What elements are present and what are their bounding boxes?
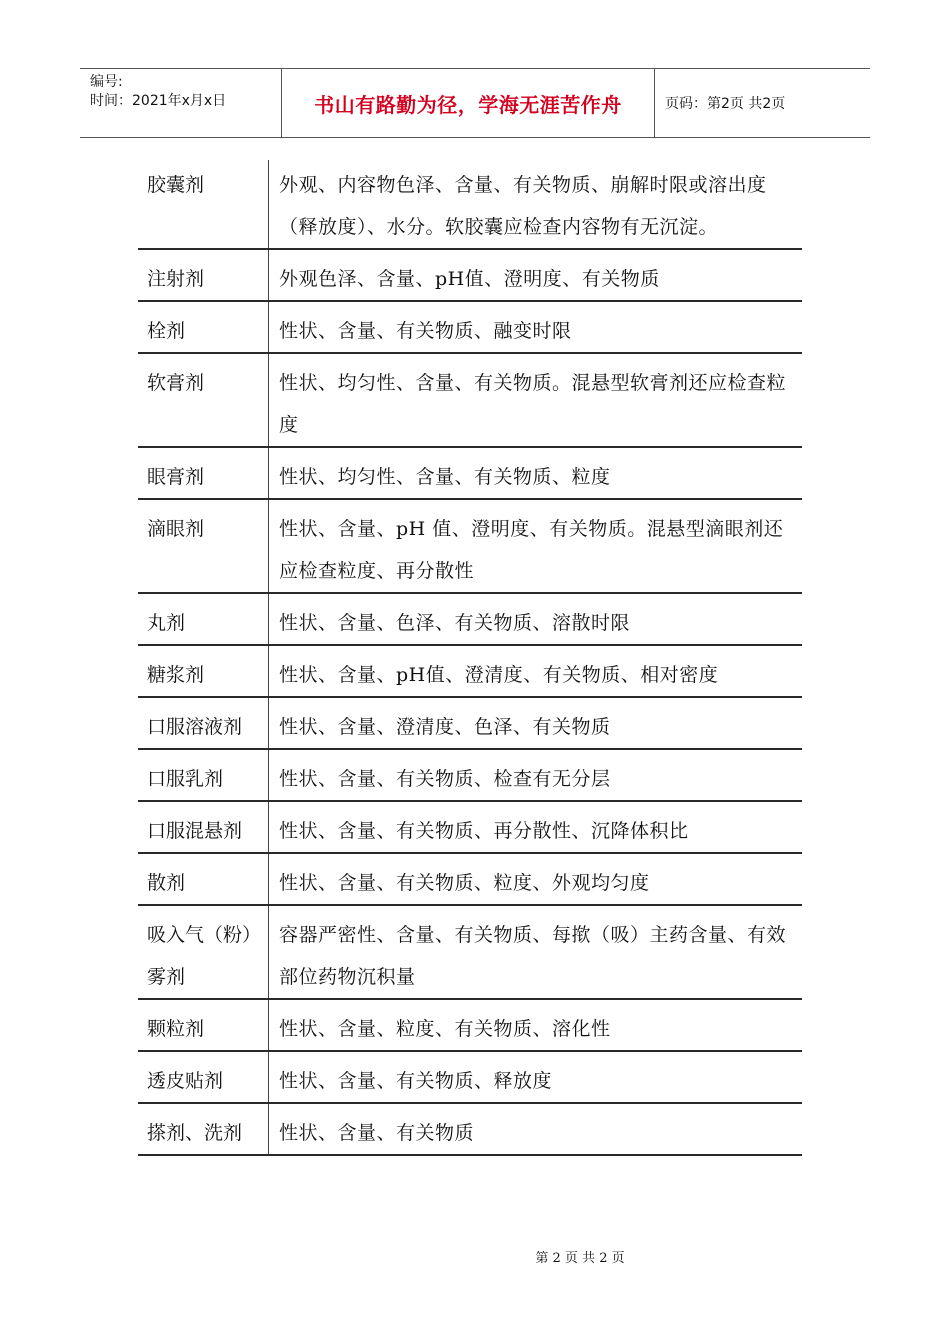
inspection-items: 性状、均匀性、含量、有关物质、粒度 (279, 466, 611, 488)
inspection-items: 外观色泽、含量、pH值、澄明度、有关物质 (279, 268, 660, 290)
inspection-items: 外观、内容物色泽、含量、有关物质、崩解时限或溶出度（释放度）、水分。软胶囊应检查内容物有无沉淀。 (279, 174, 767, 238)
table-row (138, 354, 802, 448)
table-row (138, 802, 802, 854)
dosage-form-name: 口服乳剂 (138, 750, 269, 800)
inspection-items: 性状、含量、有关物质、检查有无分层 (279, 768, 611, 790)
inspection-items: 容器严密性、含量、有关物质、每揿（吸）主药含量、有效部位药物沉积量 (279, 924, 787, 988)
dosage-form-name: 眼膏剂 (138, 448, 269, 498)
inspection-items: 性状、含量、有关物质、释放度 (279, 1070, 553, 1092)
inspection-items-table (138, 160, 802, 1156)
table-row (138, 750, 802, 802)
dosage-form-name: 注射剂 (138, 250, 269, 300)
inspection-items: 性状、均匀性、含量、有关物质。混悬型软膏剂还应检查粒度 (279, 372, 787, 436)
table-row (138, 906, 802, 1000)
header-motto-cell (282, 69, 655, 137)
dosage-form-name: 透皮贴剂 (138, 1052, 269, 1102)
inspection-items: 性状、含量、有关物质 (279, 1122, 475, 1144)
dosage-form-name: 滴眼剂 (138, 500, 269, 592)
table-row (138, 646, 802, 698)
inspection-items: 性状、含量、粒度、有关物质、溶化性 (279, 1018, 611, 1040)
header-meta (80, 69, 282, 137)
table-row (138, 1104, 802, 1156)
document-number-label: 编号: (90, 74, 123, 90)
dosage-form-name: 口服混悬剂 (138, 802, 269, 852)
dosage-form-name: 吸入气（粉）雾剂 (138, 906, 269, 998)
dosage-form-name: 糖浆剂 (138, 646, 269, 696)
dosage-form-name: 栓剂 (138, 302, 269, 352)
header-page-info: 页码：第2页 共2页 (665, 96, 786, 112)
inspection-items: 性状、含量、色泽、有关物质、溶散时限 (279, 612, 631, 634)
table-row (138, 1000, 802, 1052)
table-row (138, 854, 802, 906)
inspection-items: 性状、含量、有关物质、再分散性、沉降体积比 (279, 820, 689, 842)
page-header (80, 68, 870, 138)
dosage-form-name: 颗粒剂 (138, 1000, 269, 1050)
inspection-items: 性状、含量、有关物质、粒度、外观均匀度 (279, 872, 650, 894)
dosage-form-name: 胶囊剂 (138, 160, 269, 248)
dosage-form-name: 搽剂、洗剂 (138, 1104, 269, 1154)
dosage-form-name: 丸剂 (138, 594, 269, 644)
dosage-form-name: 口服溶液剂 (138, 698, 269, 748)
dosage-form-name: 散剂 (138, 854, 269, 904)
inspection-items: 性状、含量、pH 值、澄明度、有关物质。混悬型滴眼剂还应检查粒度、再分散性 (279, 518, 784, 582)
page-footer (0, 1247, 950, 1266)
table-row (138, 302, 802, 354)
table-row (138, 250, 802, 302)
inspection-items: 性状、含量、有关物质、融变时限 (279, 320, 572, 342)
table-row (138, 448, 802, 500)
footer-page-number: 第 2 页 共 2 页 (535, 1251, 625, 1266)
inspection-items: 性状、含量、pH值、澄清度、有关物质、相对密度 (279, 664, 719, 686)
document-time: 时间：2021年x月x日 (90, 93, 227, 109)
table-row (138, 1052, 802, 1104)
table-row (138, 698, 802, 750)
header-motto: 书山有路勤为径，学海无涯苦作舟 (314, 92, 622, 117)
dosage-form-name: 软膏剂 (138, 354, 269, 446)
table-row (138, 500, 802, 594)
table-row (138, 594, 802, 646)
inspection-items: 性状、含量、澄清度、色泽、有关物质 (279, 716, 611, 738)
table-row (138, 160, 802, 250)
